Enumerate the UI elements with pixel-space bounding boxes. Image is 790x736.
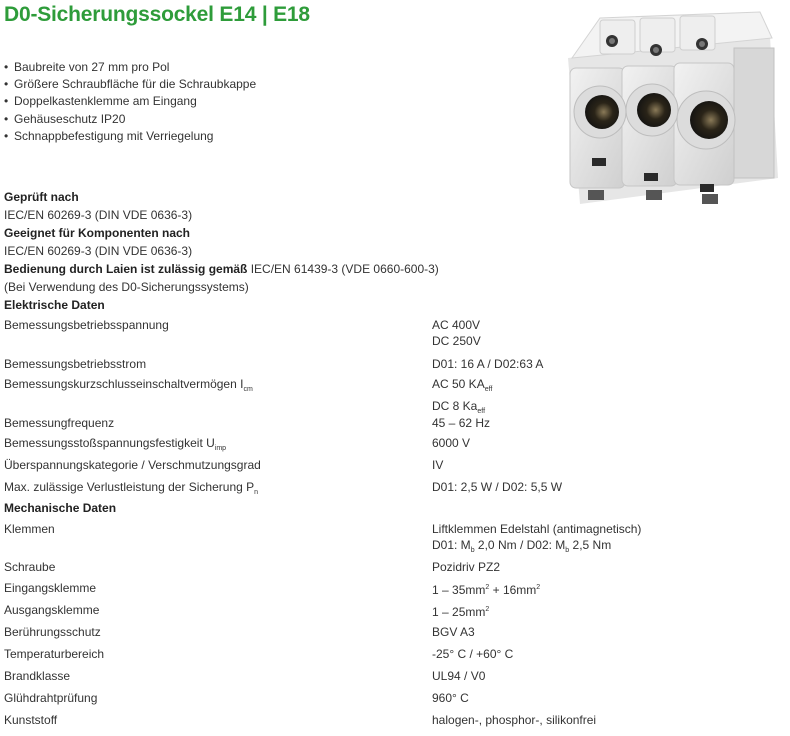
- spec-key: Schraube: [4, 560, 56, 574]
- spec-key: Bemessungfrequenz: [4, 416, 115, 430]
- spec-key: Berührungsschutz: [4, 625, 101, 639]
- spec-row: [4, 521, 784, 559]
- spec-value: AC 50 $KA_{eff}$ DC 8 $Ka_{eff}$: [432, 377, 493, 415]
- spec-row: [4, 356, 784, 376]
- feature-item: • Doppelkastenklemme am Eingang: [4, 93, 256, 110]
- feature-list: [4, 59, 256, 145]
- suitable-heading: Geeignet für Komponenten nach: [4, 226, 191, 240]
- laymen-value: IEC/EN 61439-3 (VDE 0660-600-3): [247, 262, 439, 276]
- spec-key: Bemessungsbetriebsstrom: [4, 357, 147, 371]
- spec-row: [4, 624, 784, 646]
- spec-value: $1 - 35mm^2 + 16mm^2$: [432, 583, 541, 597]
- spec-key: Bemessungsstoßspannungsfestigkeit $U_{imp}$: [4, 436, 227, 452]
- laymen-line: [4, 260, 784, 278]
- spec-value: halogen-, phosphor-, silikonfrei: [432, 713, 597, 727]
- spec-key: Eingangsklemme: [4, 581, 97, 595]
- laymen-note: (Bei Verwendung des D0-Sicherungssystems): [4, 280, 249, 294]
- spec-value: -25° C / +60° C: [432, 647, 514, 661]
- spec-key: Brandklasse: [4, 669, 71, 683]
- spec-value: Pozidriv PZ2: [432, 560, 501, 574]
- spec-row: [4, 457, 784, 479]
- feature-item: • Baubreite von 27 mm pro Pol: [4, 59, 256, 76]
- spec-key: Bemessungsbetriebsspannung: [4, 318, 169, 332]
- spec-value: Liftklemmen Edelstahl (antimagnetisch) D01: $M_b$ 2,0 Nm / D02: $M_b$ 2,5 Nm: [432, 522, 642, 554]
- spec-row: [4, 479, 784, 499]
- spec-key: Kunststoff: [4, 713, 58, 727]
- spec-value: UL94 / V0: [432, 669, 486, 683]
- spec-key: Bemessungskurzschlusseinschaltvermögen $I_{cm}$: [4, 377, 253, 393]
- spec-value: BGV A3: [432, 625, 475, 639]
- spec-row: [4, 435, 784, 457]
- spec-row: [4, 317, 784, 356]
- spec-value: AC 400V DC 250V: [432, 318, 481, 348]
- spec-row: [4, 646, 784, 668]
- page-title: D0-Sicherungssockel E14 | E18: [4, 3, 310, 26]
- laymen-heading: Bedienung durch Laien ist zulässig gemäß: [4, 262, 248, 276]
- suitable-value: IEC/EN 60269-3 (DIN VDE 0636-3): [4, 244, 193, 258]
- spec-value: D01: 16 A / D02:63 A: [432, 357, 544, 371]
- spec-row: [4, 712, 784, 732]
- spec-key: Glühdrahtprüfung: [4, 691, 98, 705]
- spec-key: Max. zulässige Verlustleistung der Sicherung $P_n$: [4, 480, 259, 496]
- feature-item: • Schnappbefestigung mit Verriegelung: [4, 128, 256, 145]
- spec-key: Ausgangsklemme: [4, 603, 100, 617]
- spec-row: [4, 415, 784, 435]
- spec-row: [4, 602, 784, 624]
- electrical-heading: Elektrische Daten: [4, 298, 105, 312]
- feature-item: • Größere Schraubfläche für die Schraubkappe: [4, 76, 256, 93]
- feature-item: • Gehäuseschutz IP20: [4, 111, 256, 128]
- spec-value: $1 - 25mm^2$: [432, 605, 490, 619]
- spec-value: 45 – 62 Hz: [432, 416, 491, 430]
- spec-key: Überspannungskategorie / Verschmutzungsgrad: [4, 458, 261, 472]
- spec-row: [4, 376, 784, 415]
- spec-value: D01: 2,5 W / D02: 5,5 W: [432, 480, 563, 494]
- tested-value: IEC/EN 60269-3 (DIN VDE 0636-3): [4, 208, 193, 222]
- spec-block: [4, 188, 784, 732]
- fuse-base-product-image: [560, 8, 785, 213]
- spec-row: [4, 559, 784, 580]
- tested-heading: Geprüft nach: [4, 190, 79, 204]
- spec-value: IV: [432, 458, 444, 472]
- spec-value: 960° C: [432, 691, 469, 705]
- spec-value: 6000 V: [432, 436, 471, 450]
- spec-row: [4, 690, 784, 712]
- spec-row: [4, 668, 784, 690]
- mechanical-heading: Mechanische Daten: [4, 501, 117, 515]
- spec-key: Klemmen: [4, 522, 55, 536]
- spec-row: [4, 580, 784, 602]
- spec-key: Temperaturbereich: [4, 647, 105, 661]
